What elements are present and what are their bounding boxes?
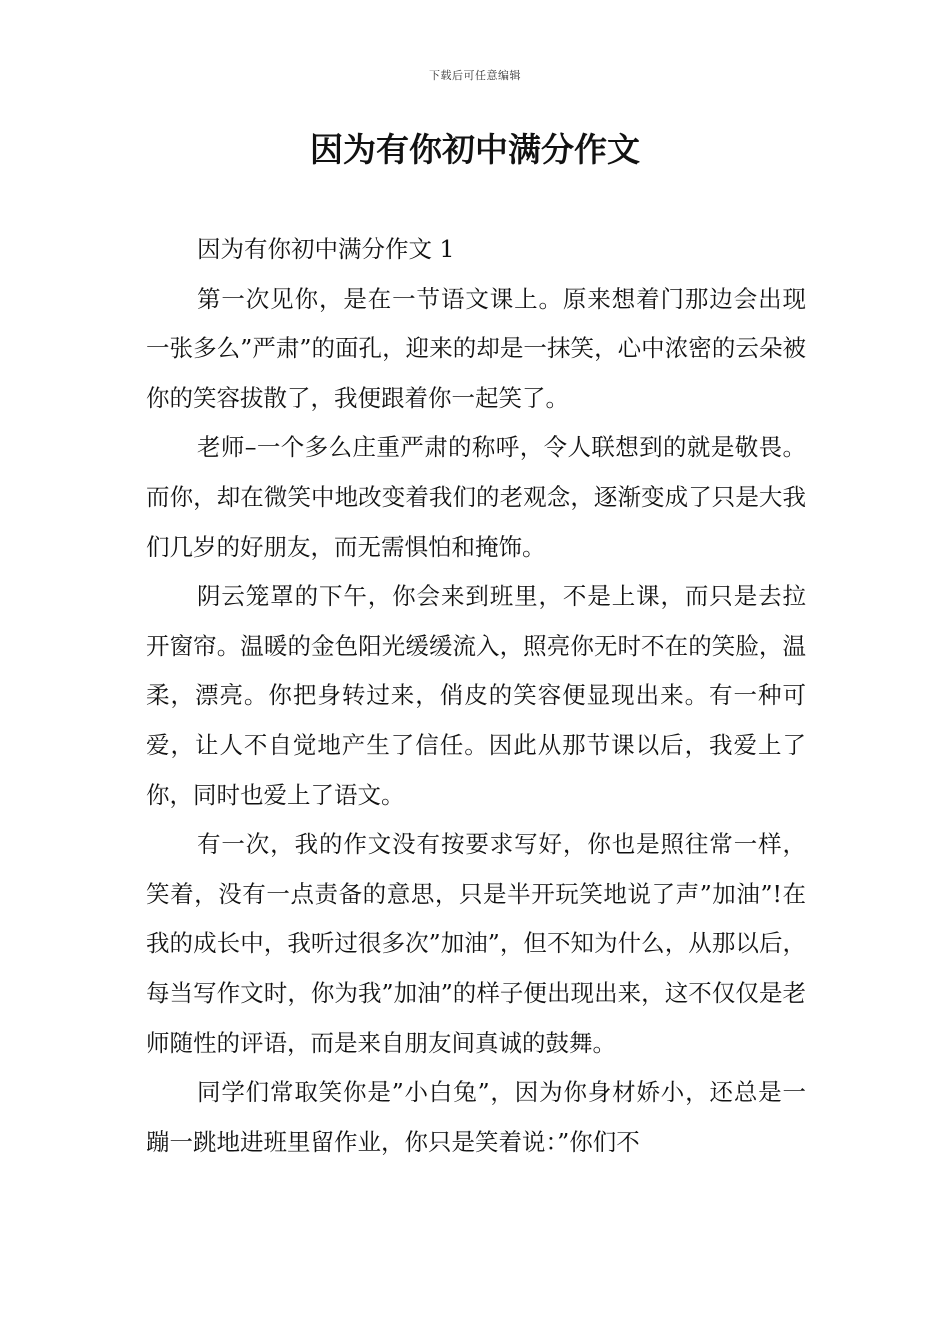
document-body (146, 225, 806, 1167)
page-header-note: 下载后可任意编辑 (429, 69, 521, 82)
paragraph: 阴云笼罩的下午，你会来到班里，不是上课，而只是去拉开窗帘。温暖的金色阳光缓缓流入，照亮你无时不在的笑脸，温柔，漂亮。你把身转过来，俏皮的笑容便显现出来。有一种可爱，让人不自觉地产生了信任。因此从那节课以后，我爱上了你，同时也爱上了语文。 (146, 582, 806, 809)
paragraph: 老师–一个多么庄重严肃的称呼，令人联想到的就是敬畏。而你，却在微笑中地改变着我们的老观念，逐渐变成了只是大我们几岁的好朋友，而无需惧怕和掩饰。 (146, 433, 806, 561)
paragraph: 有一次，我的作文没有按要求写好，你也是照往常一样，笑着，没有一点责备的意思，只是半开玩笑地说了声”加油”!在我的成长中，我听过很多次”加油”，但不知为什么，从那以后，每当写作文时，你为我”加油”的样子便出现出来，这不仅仅是老师随性的评语，而是来自朋友间真诚的鼓舞。 (146, 830, 806, 1057)
paragraph: 第一次见你，是在一节语文课上。原来想着门那边会出现一张多么”严肃”的面孔，迎来的却是一抹笑，心中浓密的云朵被你的笑容拔散了，我便跟着你一起笑了。 (146, 284, 806, 412)
paragraph: 同学们常取笑你是”小白兔”，因为你身材娇小，还总是一蹦一跳地进班里留作业，你只是笑着说：”你们不 (146, 1078, 806, 1156)
essay-subtitle: 因为有你初中满分作文 1 (196, 235, 455, 263)
document-title: 因为有你初中满分作文 (310, 130, 640, 169)
